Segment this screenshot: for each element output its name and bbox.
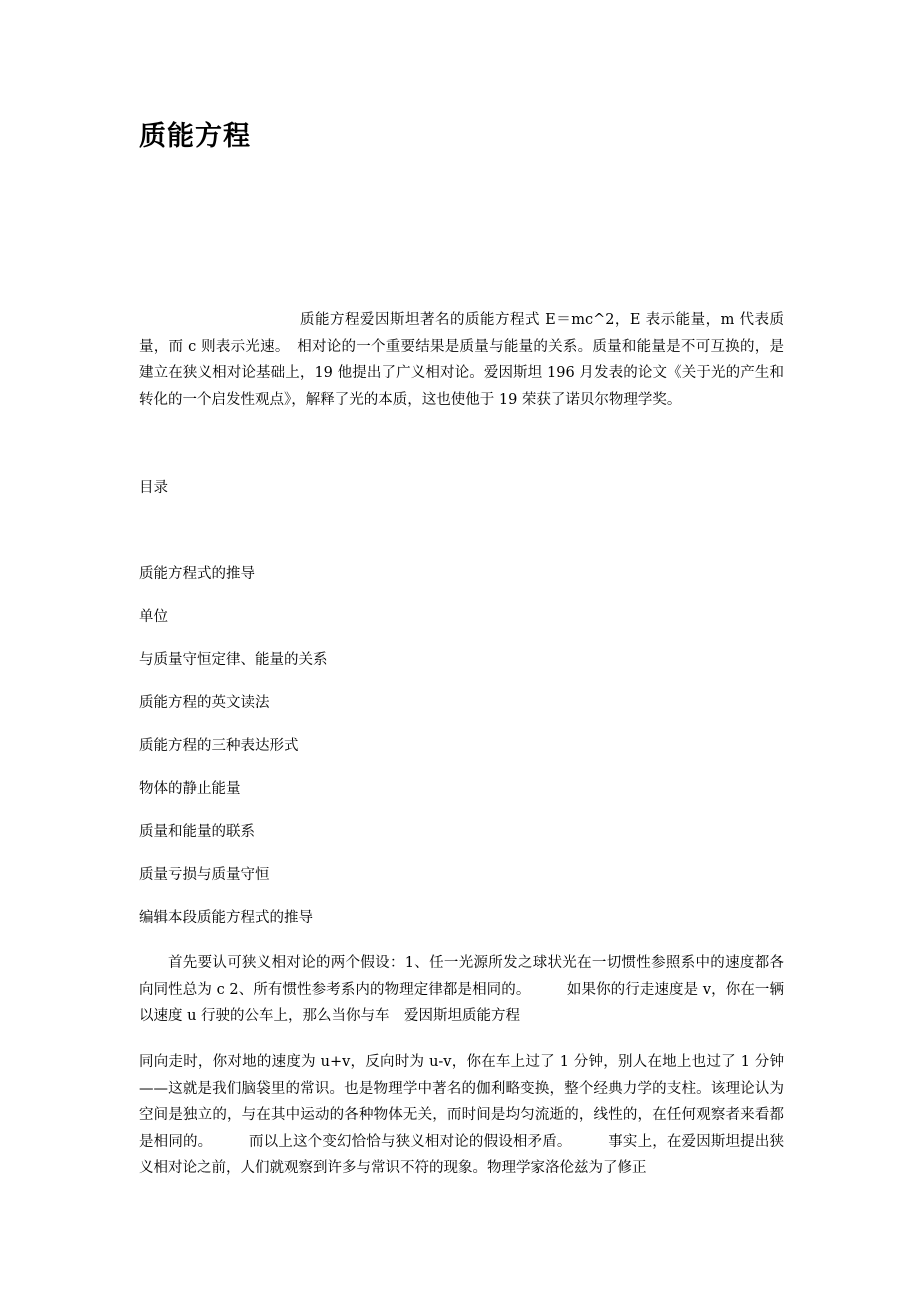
- toc-heading: 目录: [139, 480, 168, 496]
- intro-paragraph: 质能方程爱因斯坦著名的质能方程式 E＝mc^2，E 表示能量，m 代表质量，而 c 则表示光速。 相对论的一个重要结果是质量与能量的关系。质量和能量是不可互换的，是建立在狭义相对论基础上，19 他提出了广义相对论。爱因斯坦 196 月发表的论文《关于光的产生和转化的一个启发性观点》，解释了光的本质，这也使他于 19 荣获了诺贝尔物理学奖。: [139, 312, 784, 408]
- section-heading: 编辑本段质能方程式的推导: [139, 910, 313, 926]
- toc-item: 质量亏损与质量守恒: [139, 867, 270, 883]
- toc-item: 单位: [139, 609, 168, 625]
- toc-item: 质量和能量的联系: [139, 824, 255, 840]
- body-paragraph-2: 同向走时，你对地的速度为 u+v，反向时为 u-v，你在车上过了 1 分钟，别人在地上也过了 1 分钟——这就是我们脑袋里的常识。也是物理学中著名的伽利略变换，整个经典力学的支柱。该理论认为空间是独立的，与在其中运动的各种物体无关，而时间是均匀流逝的，线性的，在任何观察者来看都是相同的。 而以上这个变幻恰恰与狭义相对论的假设相矛盾。 事实上，在爱因斯坦提出狭义相对论之前，人们就观察到许多与常识不符的现象。物理学家洛伦兹为了修正: [139, 1054, 784, 1176]
- toc-item: 与质量守恒定律、能量的关系: [139, 652, 328, 668]
- page-title: 质能方程: [139, 121, 251, 152]
- toc-list: [139, 563, 328, 907]
- toc-item: 质能方程式的推导: [139, 566, 255, 582]
- toc-item: 质能方程的三种表达形式: [139, 738, 299, 754]
- toc-item: 质能方程的英文读法: [139, 695, 270, 711]
- body-paragraph-1: 首先要认可狭义相对论的两个假设：1、任一光源所发之球状光在一切惯性参照系中的速度都各向同性总为 c 2、所有惯性参考系内的物理定律都是相同的。 如果你的行走速度是 v，你在一辆以速度 u 行驶的公车上，那么当你与车 爱因斯坦质能方程: [139, 955, 784, 1024]
- toc-item: 物体的静止能量: [139, 781, 241, 797]
